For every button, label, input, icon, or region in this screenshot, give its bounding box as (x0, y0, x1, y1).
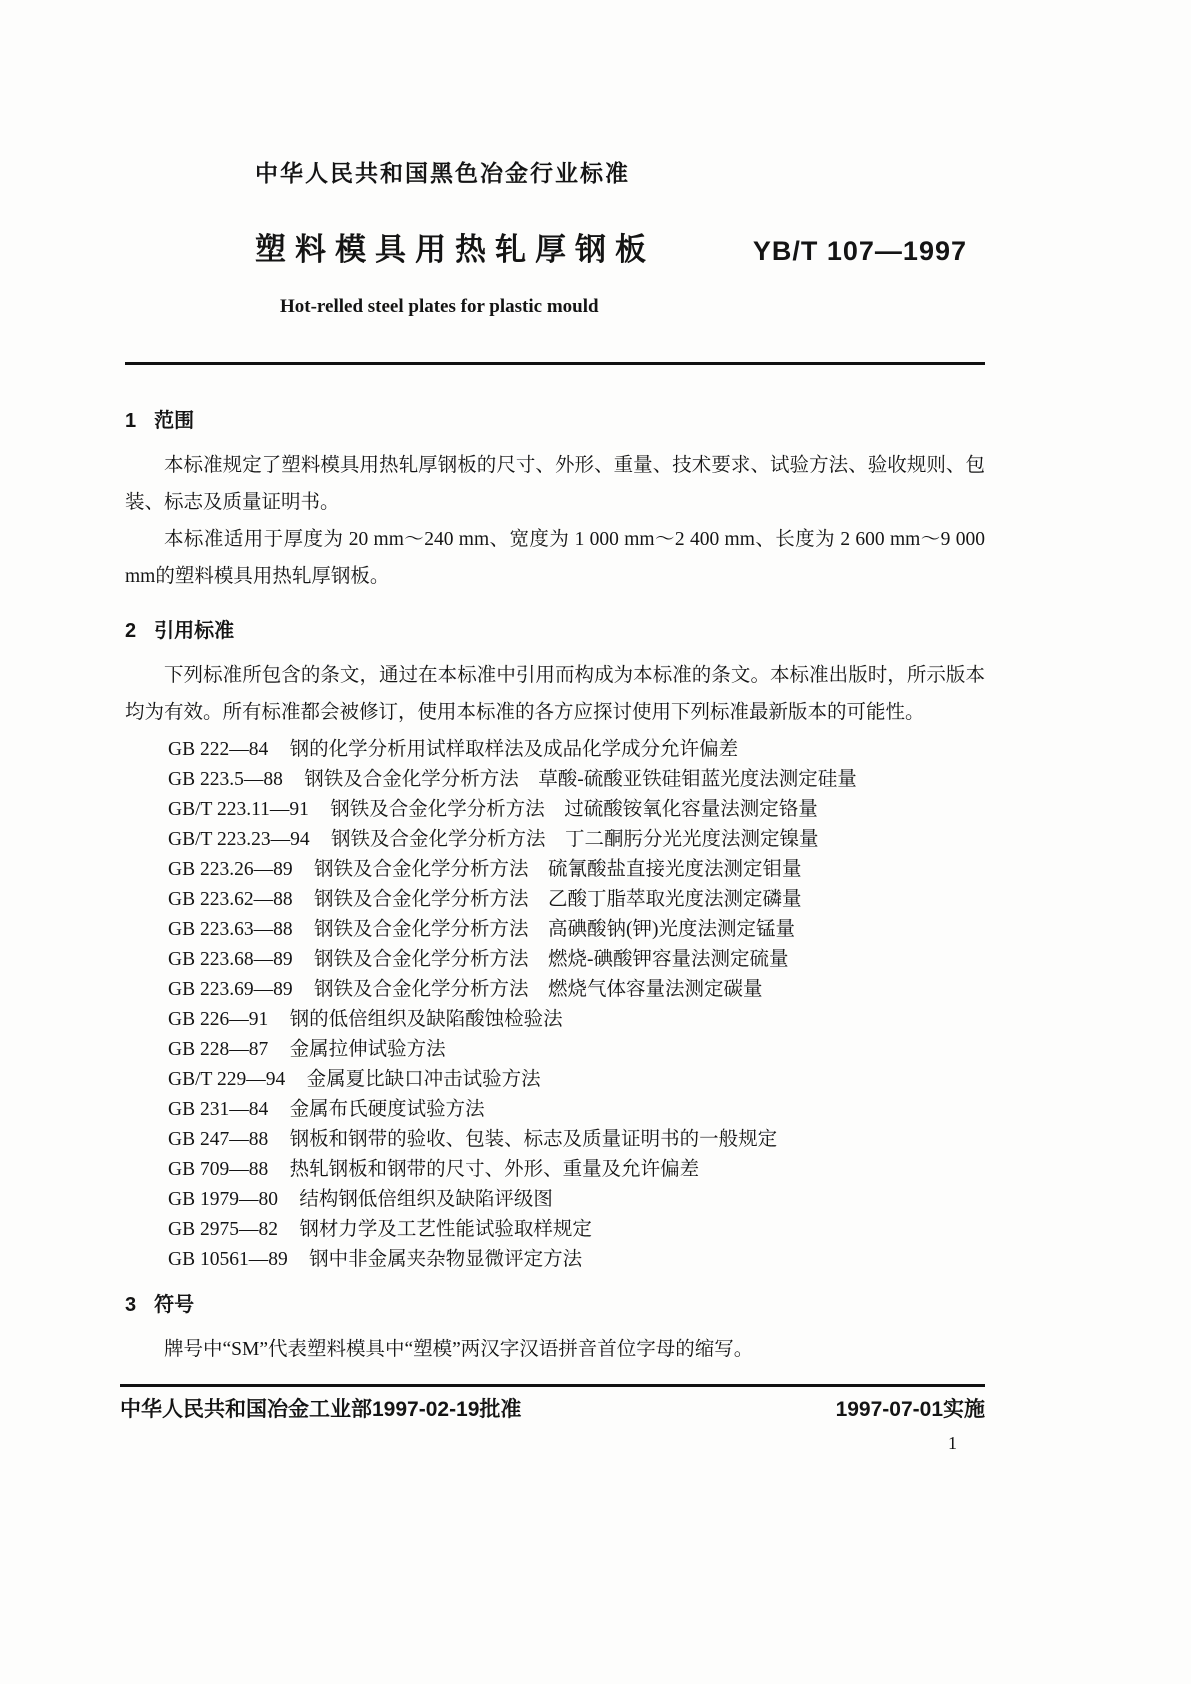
document-title: 塑料模具用热轧厚钢板 (255, 232, 655, 267)
reference-title: 钢铁及合金化学分析方法 丁二酮肟分光光度法测定镍量 (331, 829, 819, 850)
reference-item (168, 765, 985, 795)
reference-code: GB 709—88 (168, 1159, 269, 1180)
english-title: Hot-relled steel plates for plastic mould (280, 296, 599, 317)
section-heading (125, 407, 985, 435)
page-content (125, 158, 985, 1368)
reference-item (168, 1245, 985, 1275)
reference-item (168, 1095, 985, 1125)
reference-code: GB 247—88 (168, 1129, 269, 1150)
approval-statement: 中华人民共和国冶金工业部1997-02-19批准 (120, 1398, 522, 1421)
reference-item (168, 945, 985, 975)
section-title: 引用标准 (154, 620, 235, 642)
reference-title: 钢铁及合金化学分析方法 乙酸丁脂萃取光度法测定磷量 (314, 889, 802, 910)
reference-item (168, 1035, 985, 1065)
reference-title: 结构钢低倍组织及缺陷评级图 (299, 1189, 553, 1210)
section-number: 1 (125, 410, 137, 432)
section-symbols (125, 1291, 985, 1368)
page-number: 1 (948, 1433, 957, 1453)
reference-code: GB/T 223.11—91 (168, 799, 309, 820)
header-divider (125, 362, 985, 365)
section-title: 符号 (154, 1294, 195, 1316)
reference-item (168, 975, 985, 1005)
reference-code: GB 231—84 (168, 1099, 269, 1120)
reference-code: GB 1979—80 (168, 1189, 278, 1210)
implementation-date: 1997-07-01实施 (835, 1398, 985, 1421)
reference-list (168, 735, 985, 1275)
footer-row (120, 1396, 985, 1424)
reference-item (168, 1185, 985, 1215)
reference-code: GB 223.63—88 (168, 919, 293, 940)
paragraph: 下列标准所包含的条文，通过在本标准中引用而构成为本标准的条文。本标准出版时，所示版本均为有效。所有标准都会被修订，使用本标准的各方应探讨使用下列标准最新版本的可能性。 (125, 665, 985, 723)
reference-code: GB 223.69—89 (168, 979, 293, 1000)
reference-code: GB/T 223.23—94 (168, 829, 310, 850)
reference-title: 钢板和钢带的验收、包装、标志及质量证明书的一般规定 (289, 1129, 778, 1150)
reference-code: GB 223.62—88 (168, 889, 293, 910)
paragraph: 本标准适用于厚度为 20 mm～240 mm、宽度为 1 000 mm～2 400 mm、长度为 2 600 mm～9 000 mm的塑料模具用热轧厚钢板。 (125, 529, 985, 587)
reference-item (168, 885, 985, 915)
reference-title: 金属夏比缺口冲击试验方法 (306, 1069, 541, 1090)
reference-title: 钢铁及合金化学分析方法 草酸-硫酸亚铁硅钼蓝光度法测定硅量 (304, 769, 857, 790)
section-scope (125, 407, 985, 595)
reference-title: 金属拉伸试验方法 (289, 1039, 446, 1060)
reference-code: GB 226—91 (168, 1009, 269, 1030)
reference-item (168, 1155, 985, 1185)
reference-title: 钢铁及合金化学分析方法 过硫酸铵氧化容量法测定铬量 (330, 799, 818, 820)
reference-code: GB 223.68—89 (168, 949, 293, 970)
reference-title: 钢的低倍组织及缺陷酸蚀检验法 (289, 1009, 563, 1030)
section-title: 范围 (154, 410, 195, 432)
reference-code: GB/T 229—94 (168, 1069, 286, 1090)
reference-title: 钢的化学分析用试样取样法及成品化学成分允许偏差 (289, 739, 739, 760)
standard-type-heading: 中华人民共和国黑色冶金行业标准 (255, 160, 630, 186)
reference-code: GB 223.26—89 (168, 859, 293, 880)
reference-item (168, 1005, 985, 1035)
title-row (125, 230, 985, 270)
reference-item (168, 825, 985, 855)
reference-code: GB 222—84 (168, 739, 269, 760)
reference-item (168, 795, 985, 825)
reference-title: 钢中非金属夹杂物显微评定方法 (309, 1249, 583, 1270)
reference-title: 钢铁及合金化学分析方法 燃烧-碘酸钾容量法测定硫量 (314, 949, 789, 970)
reference-item (168, 855, 985, 885)
reference-title: 钢铁及合金化学分析方法 高碘酸钠(钾)光度法测定锰量 (314, 919, 796, 940)
page-footer (120, 1384, 985, 1453)
reference-title: 热轧钢板和钢带的尺寸、外形、重量及允许偏差 (289, 1159, 700, 1180)
reference-code: GB 228—87 (168, 1039, 269, 1060)
reference-title: 金属布氏硬度试验方法 (289, 1099, 485, 1120)
reference-item (168, 735, 985, 765)
reference-code: GB 2975—82 (168, 1219, 278, 1240)
reference-item (168, 915, 985, 945)
reference-code: GB 223.5—88 (168, 769, 283, 790)
reference-title: 钢铁及合金化学分析方法 硫氰酸盐直接光度法测定钼量 (314, 859, 802, 880)
section-number: 3 (125, 1294, 137, 1316)
paragraph: 牌号中“SM”代表塑料模具中“塑模”两汉字汉语拼音首位字母的缩写。 (164, 1339, 754, 1360)
section-number: 2 (125, 620, 137, 642)
section-references (125, 617, 985, 1275)
section-heading (125, 1291, 985, 1319)
standard-number: YB/T 107—1997 (752, 236, 967, 266)
reference-code: GB 10561—89 (168, 1249, 288, 1270)
reference-title: 钢材力学及工艺性能试验取样规定 (299, 1219, 592, 1240)
paragraph: 本标准规定了塑料模具用热轧厚钢板的尺寸、外形、重量、技术要求、试验方法、验收规则、包装、标志及质量证明书。 (125, 455, 985, 513)
section-heading (125, 617, 985, 645)
reference-item (168, 1125, 985, 1155)
reference-item (168, 1065, 985, 1095)
reference-item (168, 1215, 985, 1245)
reference-title: 钢铁及合金化学分析方法 燃烧气体容量法测定碳量 (314, 979, 763, 1000)
